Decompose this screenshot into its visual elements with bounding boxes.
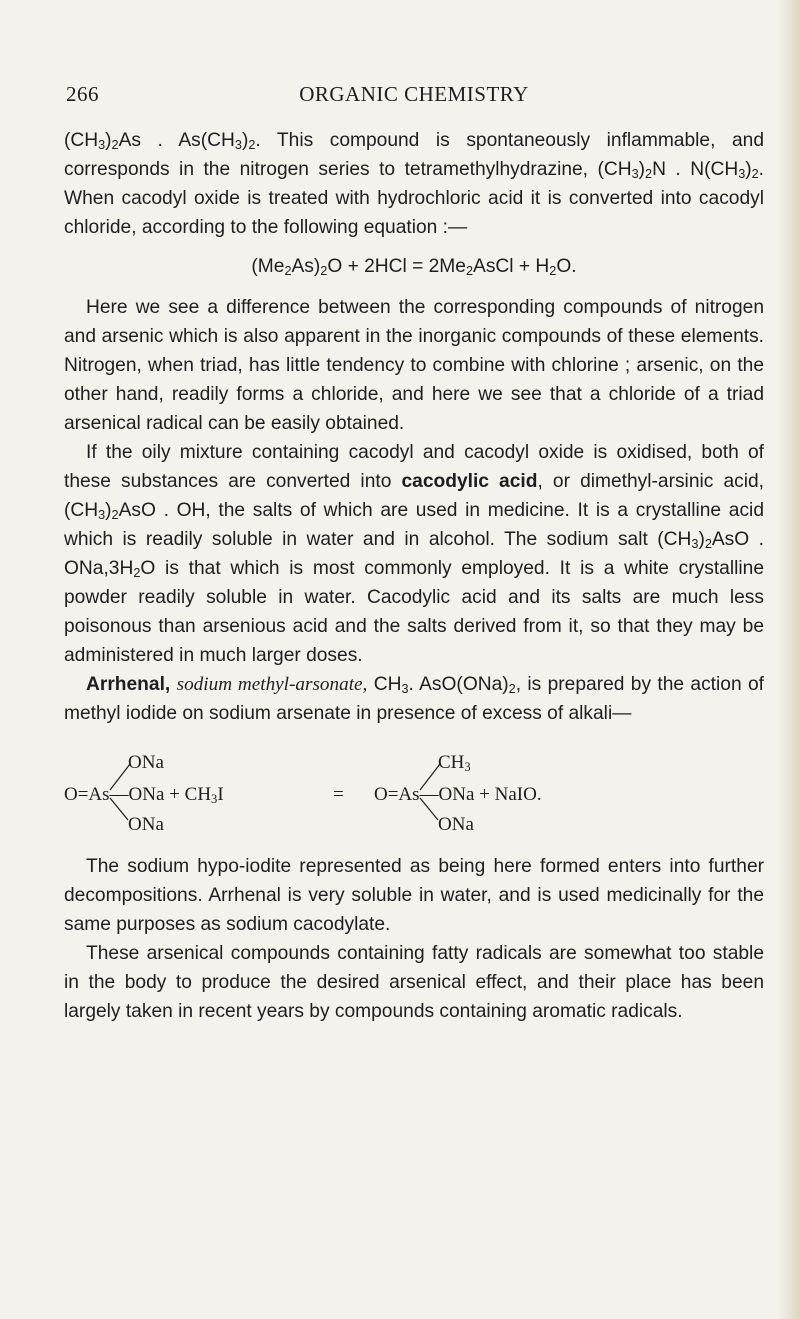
term-cacodylic-acid: cacodylic acid bbox=[401, 471, 538, 492]
page-header bbox=[64, 82, 764, 118]
paragraph-arrhenal: Arrhenal, sodium methyl-arsonate, $CH_3$. $AsO(ONa)_2$, is prepared by the action of methyl iodide on sodium arsenate in presence of excess of alkali— bbox=[64, 674, 764, 724]
left-top-group: ONa bbox=[128, 752, 164, 773]
formula-arrhenal: $CH_3$. $AsO(ONa)_2$ bbox=[373, 674, 516, 697]
formula-dimethyl-arsinic-acid: $(CH_3)_2AsO$ . OH bbox=[64, 500, 206, 523]
right-top-group: $CH_3$ bbox=[438, 752, 471, 775]
left-main-line: O=As—ONa + $CH_3I$ bbox=[64, 784, 224, 807]
paragraph-cacodylic-acid: If the oily mixture containing cacodyl and cacodyl oxide is oxidised, both of these substances are converted into cacodylic acid, or dimethyl-arsinic acid, $(CH_3)_2AsO$ . OH, the salts of which are used in medicine. It is a crystalline acid which is readily soluble in water and in alcohol. The sodium salt $(CH_3)_2AsO$ . $ONa,3H_2O$ is that which is most commonly employed. It is a white crystalline powder readily soluble in water. Cacodylic acid and its salts are much less poisonous than arsenious acid and the salts derived from it, so that they may be administered in much larger doses. bbox=[64, 442, 764, 666]
equals-sign: = bbox=[333, 784, 344, 805]
page-edge-shadow bbox=[778, 0, 800, 1319]
body-text bbox=[64, 126, 764, 1026]
page-number: 266 bbox=[66, 82, 99, 106]
formula-tetramethylhydrazine: $(CH_3)_2N$ . $N(CH_3)_2$ bbox=[597, 159, 759, 182]
paragraph-aromatic-radicals: These arsenical compounds containing fatty radicals are somewhat too stable in the body to produce the desired arsenical effect, and their place has been largely taken in recent years by compounds containing aromatic radicals. bbox=[64, 943, 764, 1022]
equation-cacodyl-chloride: $(Me_2As)_2O + 2HCl$ = $2Me_2AsCl + H_2O$. bbox=[251, 256, 577, 279]
paragraph-nitrogen-arsenic: Here we see a difference between the corresponding compounds of nitrogen and arsenic which is also apparent in the inorganic compounds of these elements. Nitrogen, when triad, has little tendency to combine with chlorine ; arsenic, on the other hand, readily forms a chloride, and here we see that a chloride of a triad arsenical radical can be easily obtained. bbox=[64, 297, 764, 434]
right-main-line: O=As—ONa + NaIO. bbox=[374, 784, 542, 805]
formula-sodium-cacodylate: $(CH_3)_2AsO$ . $ONa,3H_2O$ bbox=[64, 529, 764, 581]
structural-equation-arrhenal bbox=[64, 752, 764, 834]
paragraph-cacodyl-continuation: $(CH_3)_2As$ . $As(CH_3)_2$. This compound is spontaneously inflammable, and corresponds in the nitrogen series to tetramethylhydrazine, $(CH_3)_2N$ . $N(CH_3)_2$. When cacodyl oxide is treated with hydrochloric acid it is converted into cacodyl chloride, according to the following equation :— bbox=[64, 130, 765, 238]
paragraph-hypo-iodite: The sodium hypo-iodite represented as being here formed enters into further decompositions. Arrhenal is very soluble in water, and is used medicinally for the same purposes as sodium cacodylate. bbox=[64, 856, 764, 935]
book-page bbox=[64, 82, 764, 1026]
left-bottom-group: ONa bbox=[128, 814, 164, 835]
term-sodium-methyl-arsonate: sodium methyl-arsonate, bbox=[176, 674, 368, 695]
running-title: ORGANIC CHEMISTRY bbox=[299, 82, 529, 106]
term-arrhenal: Arrhenal, bbox=[86, 674, 171, 695]
right-bottom-group: ONa bbox=[438, 814, 474, 835]
formula-cacodyl: $(CH_3)_2As$ . $As(CH_3)_2$ bbox=[64, 130, 256, 153]
